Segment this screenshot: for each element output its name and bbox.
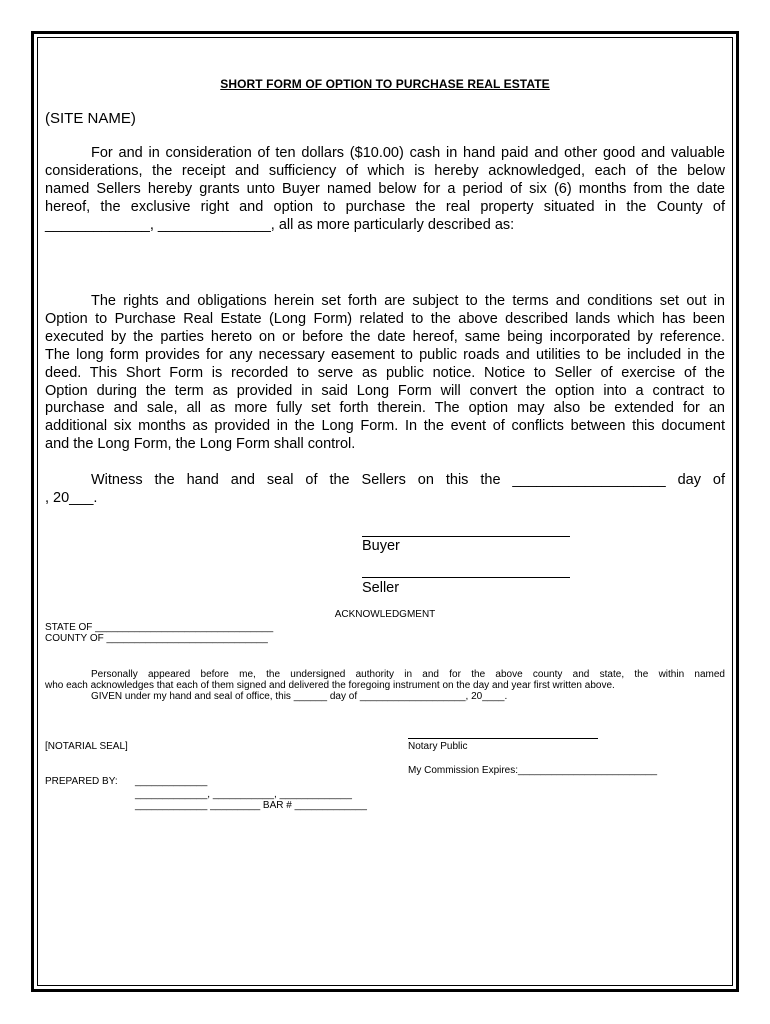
- notarial-seal: [NOTARIAL SEAL]: [45, 741, 128, 752]
- notary-signature-line: [408, 738, 598, 739]
- buyer-label: Buyer: [362, 538, 400, 554]
- paragraph-line: _____________, ______________, all as more particularly described as:: [45, 216, 515, 233]
- witness-paragraph: [45, 472, 725, 508]
- acknowledgment-heading: ACKNOWLEDGMENT: [334, 609, 436, 620]
- paragraph-line: additional six months as provided in the Long Form. In the event of conflicts between this document: [45, 418, 725, 435]
- prepared-by-name: _____________: [135, 776, 208, 787]
- prepared-by-label: PREPARED BY:: [45, 776, 118, 787]
- seller-label: Seller: [362, 580, 400, 596]
- buyer-signature-line: [362, 536, 570, 537]
- rights-paragraph: [45, 293, 725, 454]
- paragraph-line: For and in consideration of ten dollars ($10.00) cash in hand paid and other good and valuable: [91, 145, 725, 161]
- prepared-by-bar: _____________ _________ BAR # _____________: [135, 800, 367, 811]
- paragraph-line: deed. This Short Form is recorded to serve as public notice. Notice to Seller of exercise of the: [45, 364, 725, 381]
- paragraph-line: executed by the parties hereto on or before the date hereof, same being incorporated by reference.: [45, 328, 725, 345]
- paragraph-line: hereof, the exclusive right and option to purchase the real property situated in the County of: [45, 198, 725, 215]
- site-name: (SITE NAME): [45, 110, 136, 127]
- consideration-paragraph: [45, 145, 725, 235]
- county-of-field: COUNTY OF _____________________________: [45, 633, 268, 644]
- witness-line: Witness the hand and seal of the Sellers on this the ___________________ day of: [91, 472, 725, 488]
- paragraph-line: The rights and obligations herein set forth are subject to the terms and conditions set out in: [91, 293, 725, 309]
- ack-line: Personally appeared before me, the undersigned authority in and for the above county and state, the within named: [91, 669, 725, 680]
- paragraph-line: and the Long Form, the Long Form shall control.: [45, 436, 356, 453]
- prepared-by-address: _____________, ___________, _____________: [135, 789, 352, 800]
- paragraph-line: Option during the term as provided in said Long Form will convert the option into a contract to: [45, 382, 725, 399]
- state-of-field: STATE OF ________________________________: [45, 622, 274, 633]
- seller-signature-line: [362, 577, 570, 578]
- paragraph-line: considerations, the receipt and sufficiency of which is hereby acknowledged, each of the below: [45, 162, 725, 179]
- commission-expires: My Commission Expires:_________________________: [408, 765, 658, 776]
- witness-date-line: , 20___.: [45, 489, 98, 506]
- paragraph-line: named Sellers hereby grants unto Buyer named below for a period of six (6) months from the date: [45, 180, 725, 197]
- given-line: GIVEN under my hand and seal of office, this ______ day of ___________________, 20____.: [91, 691, 508, 702]
- paragraph-line: purchase and sale, all as more fully set forth therein. The option may also be extended for an: [45, 400, 725, 417]
- paragraph-line: The long form provides for any necessary easement to public roads and utilities to be included in the: [45, 346, 725, 363]
- paragraph-line: Option to Purchase Real Estate (Long Form) related to the above described lands which has been: [45, 310, 725, 327]
- ack-line: who each acknowledges that each of them signed and delivered the foregoing instrument on the day and year first written above.: [45, 680, 615, 691]
- acknowledgment-body: [45, 669, 725, 702]
- notary-public-label: Notary Public: [408, 741, 468, 752]
- document-title: SHORT FORM OF OPTION TO PURCHASE REAL ESTATE: [220, 77, 550, 91]
